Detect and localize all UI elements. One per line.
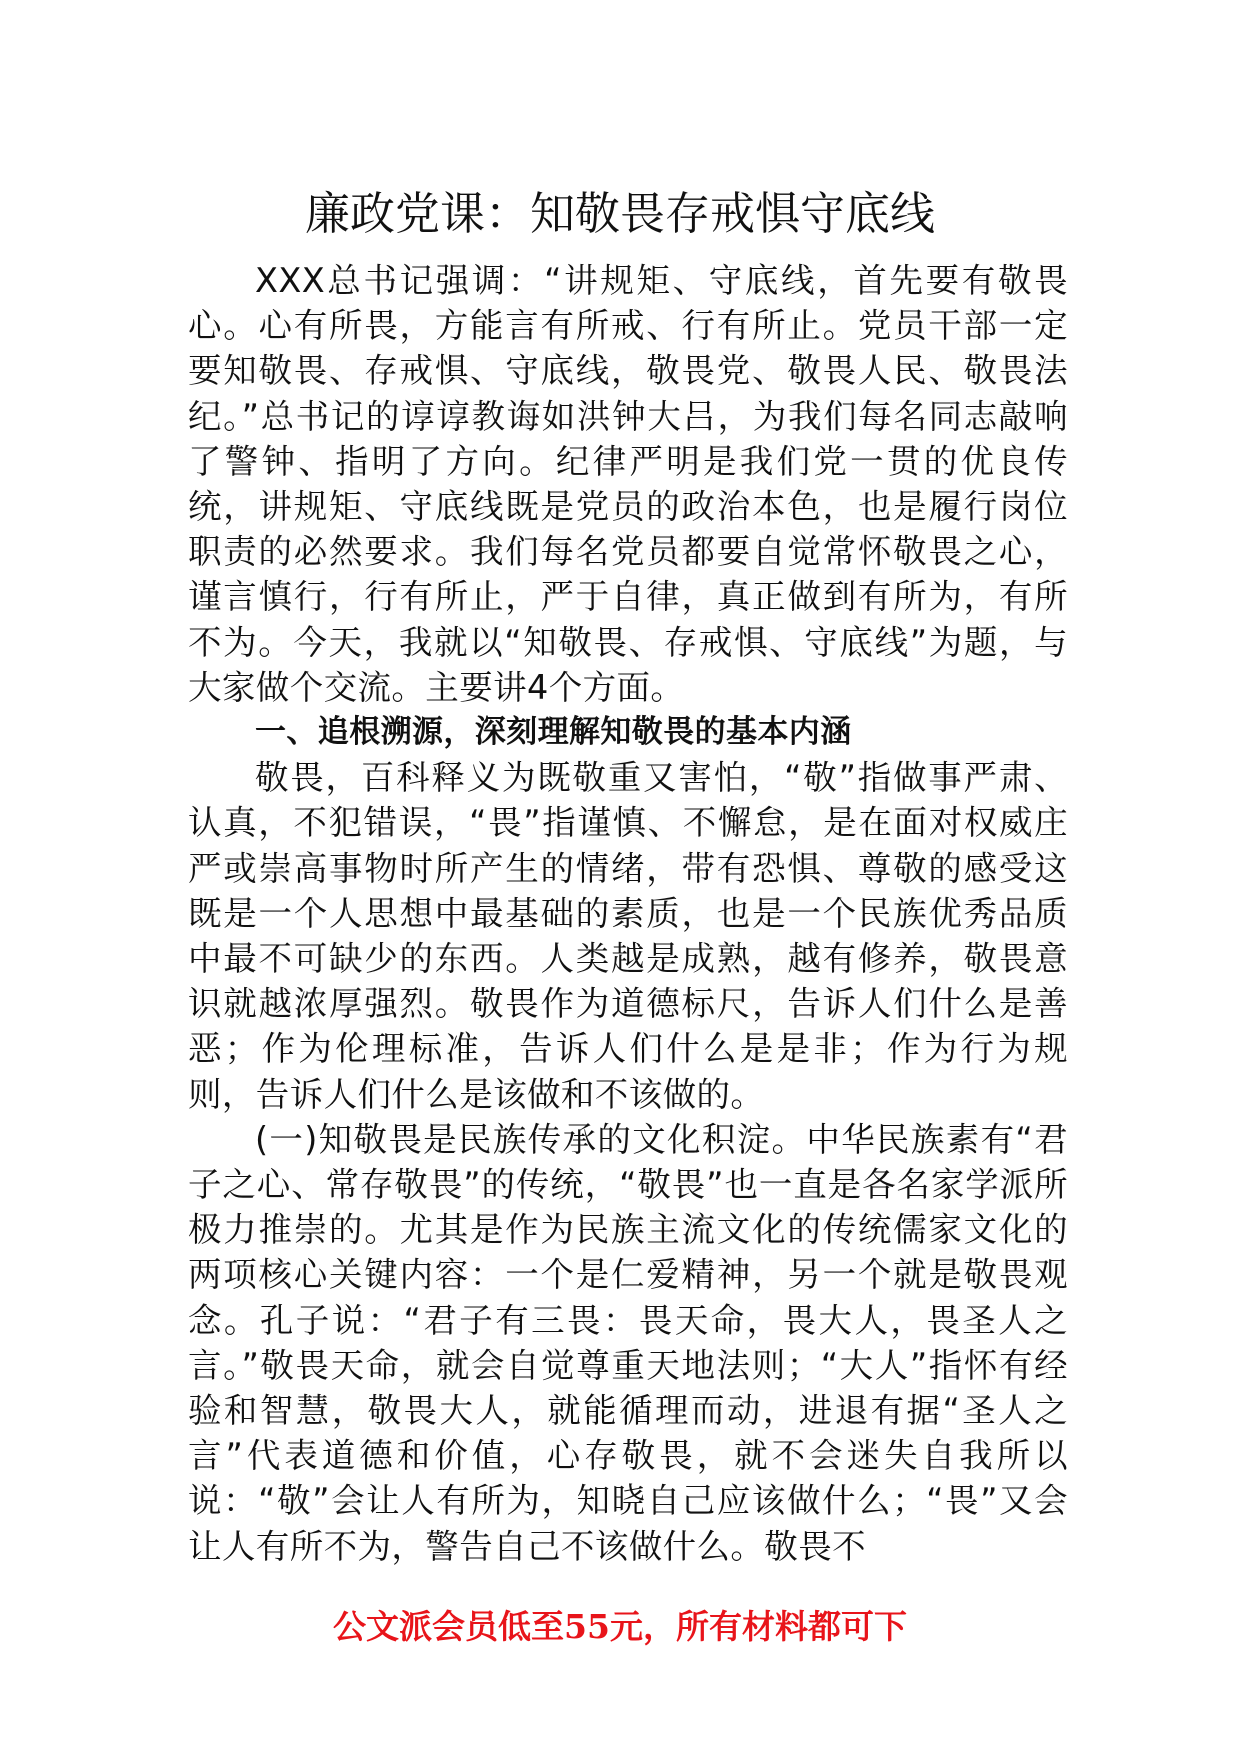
document-title: 廉政党课：知敬畏存戒惧守底线 xyxy=(304,187,935,240)
document-body xyxy=(188,258,1068,1569)
section-paragraph-2: (一)知敬畏是民族传承的文化积淀。中华民族素有“君子之心、常存敬畏”的传统，“敬畏”也一直是各名家学派所极力推崇的。尤其是作为民族主流文化的传统儒家文化的两项核心关键内容：一个是仁爱精神，另一个就是敬畏观念。孔子说：“君子有三畏：畏天命，畏大人，畏圣人之言。”敬畏天命，就会自觉尊重天地法则；“大人”指怀有经验和智慧，敬畏大人，就能循理而动，进退有据“圣人之言”代表道德和价值，心存敬畏，就不会迷失自我所以说：“敬”会让人有所为，知晓自己应该做什么；“畏”又会让人有所不为，警告自己不该做什么。敬畏不 xyxy=(188,1119,1068,1566)
section-paragraph-1: 敬畏，百科释义为既敬重又害怕，“敬”指做事严肃、认真，不犯错误，“畏”指谨慎、不懈怠，是在面对权威庄严或崇高事物时所产生的情绪，带有恐惧、尊敬的感受这既是一个人思想中最基础的素质，也是一个民族优秀品质中最不可缺少的东西。人类越是成熟，越有修养，敬畏意识就越浓厚强烈。敬畏作为道德标尺，告诉人们什么是善恶；作为伦理标准，告诉人们什么是是非；作为行为规则，告诉人们什么是该做和不该做的。 xyxy=(188,758,1068,1114)
footer-promo-notice: 公文派会员低至55元，所有材料都可下 xyxy=(333,1607,907,1646)
section-heading: 一、追根溯源，深刻理解知敬畏的基本内涵 xyxy=(255,714,852,751)
intro-paragraph: XXX总书记强调：“讲规矩、守底线，首先要有敬畏心。心有所畏，方能言有所戒、行有所止。党员干部一定要知敬畏、存戒惧、守底线，敬畏党、敬畏人民、敬畏法纪。”总书记的谆谆教诲如洪钟大吕，为我们每名同志敲响了警钟、指明了方向。纪律严明是我们党一贯的优良传统，讲规矩、守底线既是党员的政治本色，也是履行岗位职责的必然要求。我们每名党员都要自觉常怀敬畏之心，谨言慎行，行有所止，严于自律，真正做到有所为，有所不为。今天，我就以“知敬畏、存戒惧、守底线”为题，与大家做个交流。主要讲4个方面。 xyxy=(188,261,1068,707)
